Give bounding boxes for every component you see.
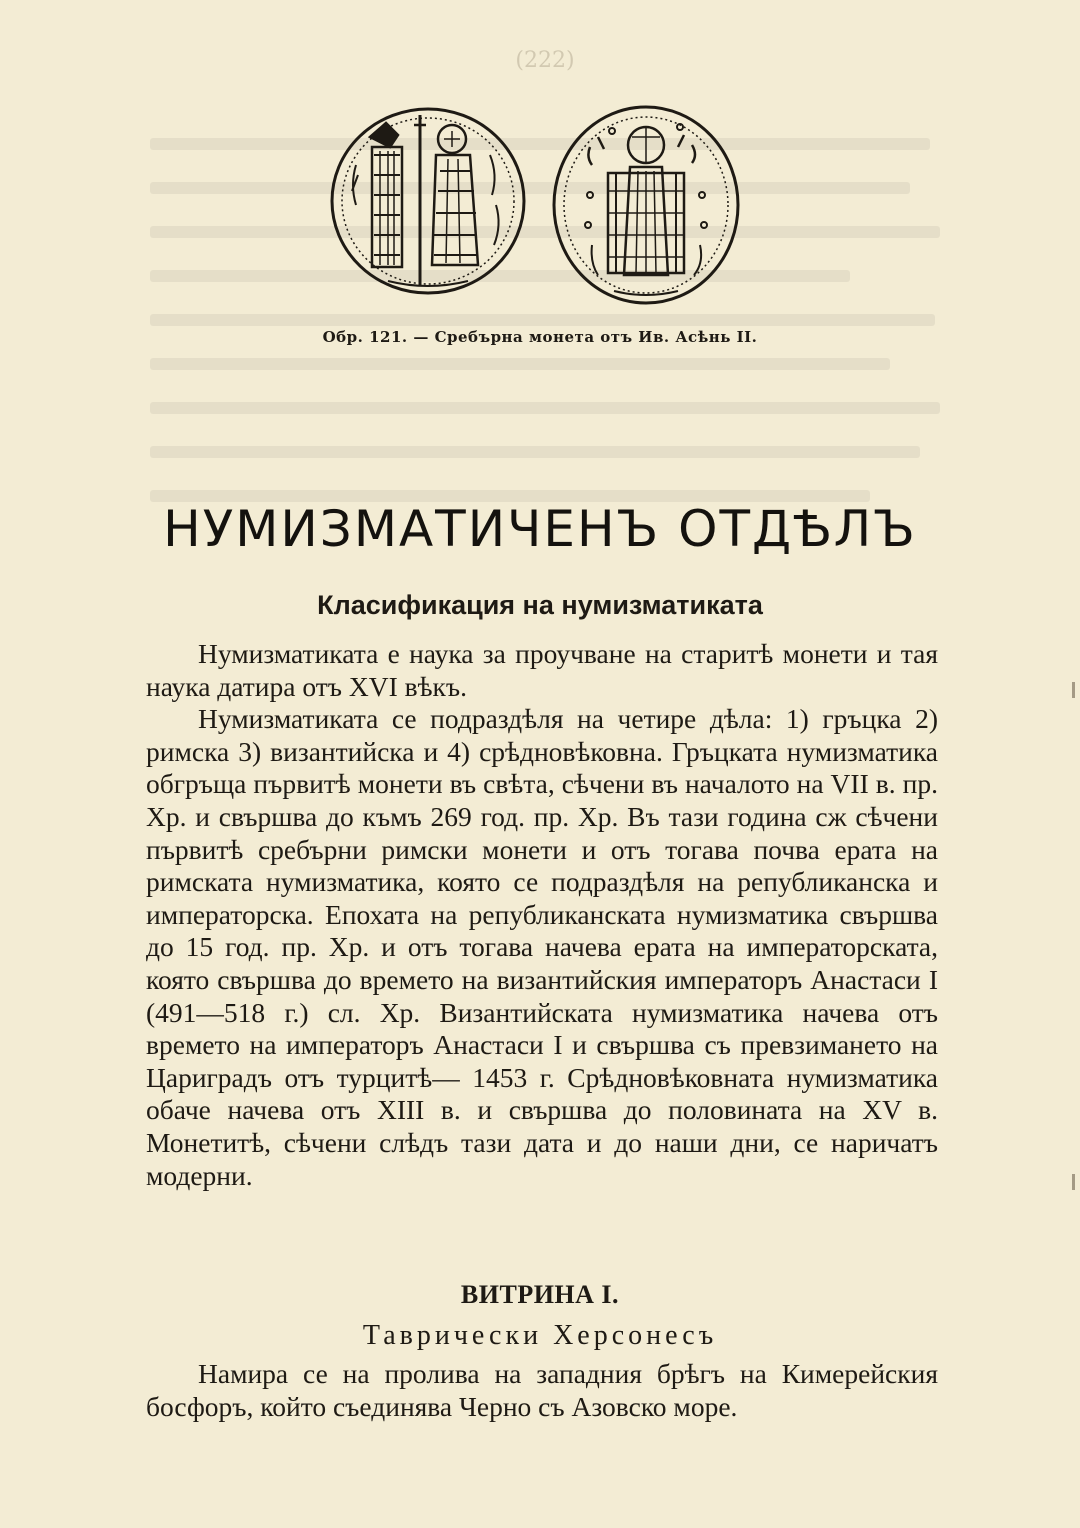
coin-figure (328, 95, 758, 315)
page-title: НУМИЗМАТИЧЕНЪ ОТДѢЛЪ (163, 500, 917, 558)
vitrina-text (146, 1358, 938, 1423)
paragraph: Намира се на пролива на западния брѣгъ на Кимерейския босфоръ, който съединява Черно съ Азовско море. (146, 1358, 938, 1422)
vitrina-heading: ВИТРИНА I. (460, 1280, 620, 1309)
page-edge-mark (1072, 1174, 1075, 1190)
paragraph: Нумизматиката се подраздѣля на четире дѣла: 1) гръцка 2) римска 3) византийска и 4) срѣдновѣковна. Гръцката нумизматика обгръща първитѣ монети въ свѣта, сѣчени въ началото на VII в. пр. Хр. и свършва до къмъ 269 год. пр. Хр. Въ тази година сж сѣчени първитѣ сребърни римски монети и отъ тогава почва ерата на римската нумизматика, която се подраздѣля на републиканска и императорска. Епохата на републиканската нумизматика свършва до 15 год. пр. Хр. и отъ тогава начева ерата на императорската, която свършва до времето на византийския императоръ Анастаси I (491—518 г.) сл. Хр. Византийската нумизматика начева отъ времето на императоръ Анастаси I и свършва съ превзимането на Цариградъ отъ турцитѣ— 1453 г. Срѣдновѣковната нумизматика обаче начева отъ XIII в. и свършва до половината на XV в. Монетитѣ, сѣчени слѣдъ тази дата и до наши дни, се наричатъ модерни. (146, 703, 938, 1191)
coin-reverse (554, 107, 738, 303)
place-title: Таврически Херсонесъ (362, 1320, 718, 1351)
page-edge-mark (1072, 682, 1075, 698)
silver-coin-illustration (328, 95, 758, 315)
page-number: (222) (515, 48, 575, 73)
intro-text (146, 638, 938, 1192)
coin-obverse (332, 109, 524, 293)
section-subtitle: Класификация на нумизматиката (317, 590, 763, 620)
paragraph: Нумизматиката е наука за проучване на старитѣ монети и тая наука датира отъ XVI вѣкъ. (146, 638, 938, 702)
figure-caption: Обр. 121. — Сребърна монета отъ Ив. Асѣнь II. (322, 328, 758, 346)
